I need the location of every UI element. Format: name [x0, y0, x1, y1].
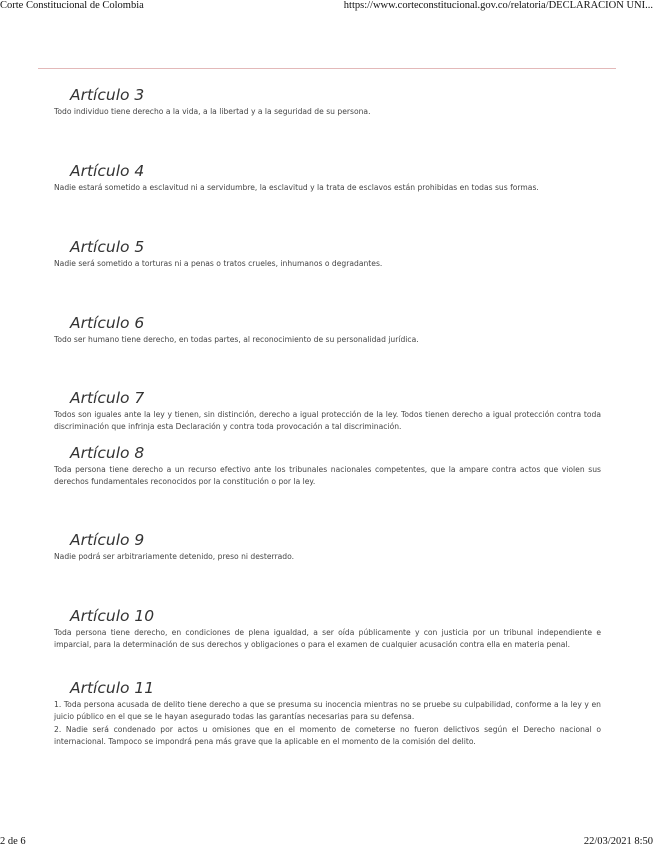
article-title: Artículo 8 — [70, 444, 145, 462]
article-6 — [54, 314, 601, 346]
article-title: Artículo 4 — [70, 162, 145, 180]
article-text: Todo individuo tiene derecho a la vida, a la libertad y a la seguridad de su persona. — [54, 107, 371, 116]
article-text: Toda persona tiene derecho a un recurso efectivo ante los tribunales nacionales competentes, que la ampare contra actos que violen sus derechos fundamentales reconocidos por la constitución o por la ley. — [54, 465, 601, 486]
article-9 — [54, 531, 601, 563]
article-title: Artículo 7 — [70, 389, 145, 407]
article-8 — [54, 444, 601, 487]
article-11 — [54, 679, 601, 747]
article-title: Artículo 5 — [70, 238, 145, 256]
article-title: Artículo 3 — [70, 86, 145, 104]
article-4 — [54, 162, 601, 194]
article-title: Artículo 11 — [70, 679, 155, 697]
article-title: Artículo 6 — [70, 314, 145, 332]
divider — [38, 68, 616, 69]
article-text: 2. Nadie será condenado por actos u omisiones que en el momento de cometerse no fueron delictivos según el Derecho nacional o internacional. Tampoco se impondrá pena más grave que la aplicable en el momento de la comisión del delito. — [54, 725, 601, 746]
article-title: Artículo 9 — [70, 531, 145, 549]
article-text: Todos son iguales ante la ley y tienen, sin distinción, derecho a igual protección de la ley. Todos tienen derecho a igual protección contra toda discriminación que infrinja esta Declaración y contra toda provocación a tal discriminación. — [54, 410, 601, 431]
article-5 — [54, 238, 601, 270]
article-title: Artículo 10 — [70, 607, 155, 625]
footer-page-number: 2 de 6 — [0, 836, 26, 847]
article-7 — [54, 389, 601, 432]
article-text: 1. Toda persona acusada de delito tiene derecho a que se presuma su inocencia mientras no se pruebe su culpabilidad, conforme a la ley y en juicio público en el que se le hayan asegurado todas las garantías necesarias para su defensa. — [54, 700, 601, 721]
header-url[interactable]: https://www.corteconstitucional.gov.co/relatoria/DECLARACION UNI... — [343, 0, 653, 11]
article-10 — [54, 607, 601, 650]
article-text: Todo ser humano tiene derecho, en todas partes, al reconocimiento de su personalidad jurídica. — [54, 335, 419, 344]
article-text: Nadie podrá ser arbitrariamente detenido, preso ni desterrado. — [54, 552, 295, 561]
article-3 — [54, 86, 601, 118]
footer-datetime: 22/03/2021 8:50 — [583, 836, 653, 847]
article-text: Nadie estará sometido a esclavitud ni a servidumbre, la esclavitud y la trata de esclavos están prohibidas en todas sus formas. — [54, 183, 539, 192]
article-text: Toda persona tiene derecho, en condiciones de plena igualdad, a ser oída públicamente y con justicia por un tribunal independiente e imparcial, para la determinación de sus derechos y obligaciones o para el examen de cualquier acusación contra ella en materia penal. — [54, 628, 601, 649]
header-site-name: Corte Constitucional de Colombia — [0, 0, 144, 11]
article-text: Nadie será sometido a torturas ni a penas o tratos crueles, inhumanos o degradantes. — [54, 259, 383, 268]
